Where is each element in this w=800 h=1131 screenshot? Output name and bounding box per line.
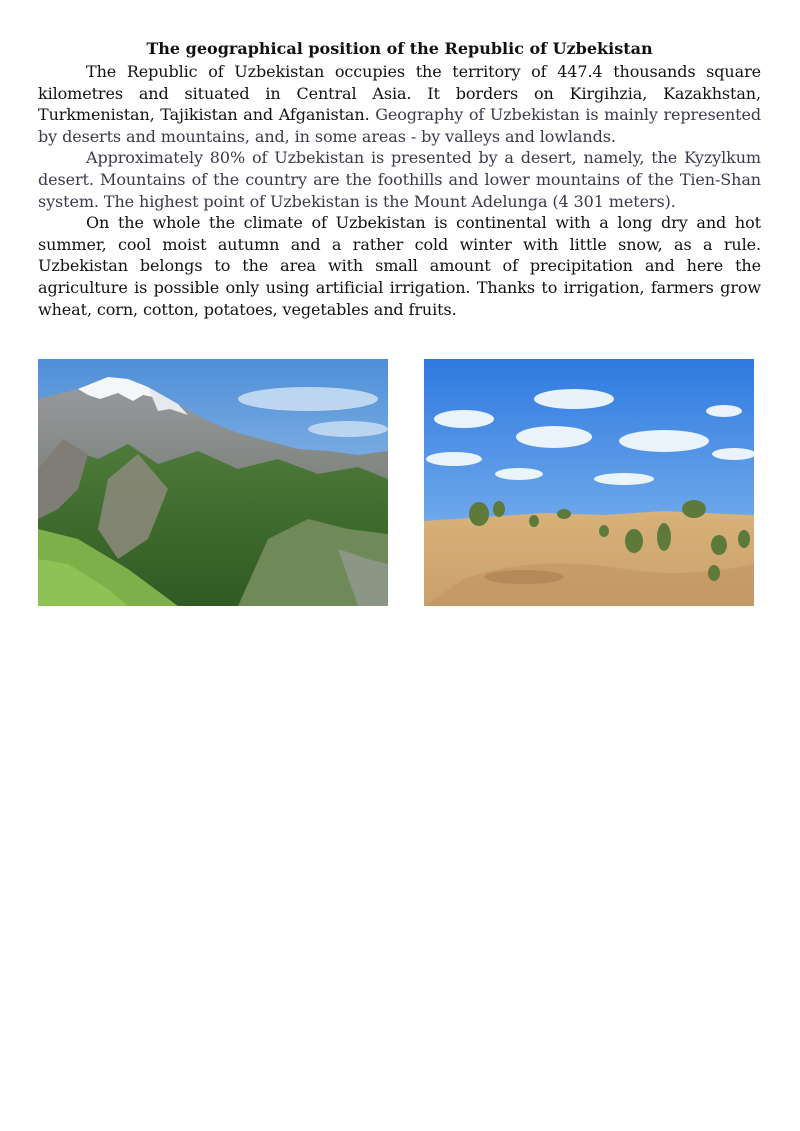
paragraph-1 — [38, 61, 761, 147]
document-page — [38, 38, 761, 320]
paragraph-1-main: The Republic of Uzbekistan occupies the territory of 447.4 thousands square kilometres and situated in Central Asia. It borders on Kirgihzia, Kazakhstan, Turkmenistan, Tajikistan and Afganistan. — [38, 62, 761, 125]
paragraph-2: Approximately 80% of Uzbekistan is presented by a desert, namely, the Kyzylkum desert. Mountains of the country are the foothills and lower mountains of the Tien-Shan system. The highest point of Uzbekistan is the Mount Adelunga (4 301 meters). — [38, 148, 761, 211]
desert-photo — [424, 359, 754, 606]
document-title: The geographical position of the Republic of Uzbekistan — [146, 39, 653, 58]
paragraph-3: On the whole the climate of Uzbekistan is continental with a long dry and hot summer, cool moist autumn and a rather cold winter with little snow, as a rule. Uzbekistan belongs to the area with small amount of precipitation and here the agriculture is possible only using artificial irrigation. Thanks to irrigation, farmers grow wheat, corn, cotton, potatoes, vegetables and fruits. — [38, 213, 761, 319]
paragraph-1-tail: Geography of Uzbekistan is mainly represented by deserts and mountains, and, in some areas - by valleys and lowlands. — [38, 105, 761, 146]
photo-row — [38, 359, 754, 606]
mountains-photo — [38, 359, 388, 606]
